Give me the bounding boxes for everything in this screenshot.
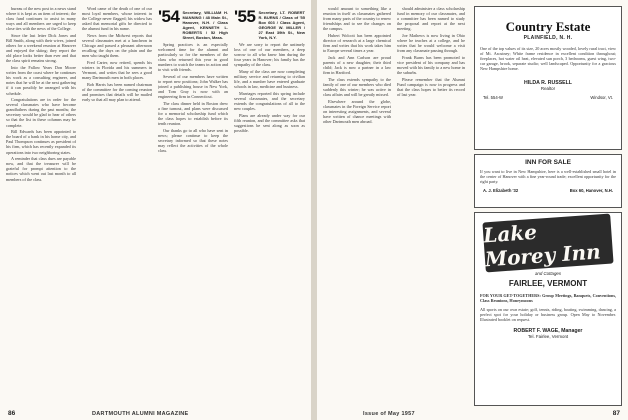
right-column-1	[323, 6, 391, 404]
lake-morey-logo	[482, 214, 613, 273]
paragraph: should administer a class scholarship fund in memory of our classmates, and a committee has been named to study the proposal and report at the next meeting.	[397, 6, 465, 32]
paragraph: Fred Carter, now retired, spends his winters in Florida and his summers in Vermont, and writes that he sees a good many Dartmouth men in both places.	[82, 59, 152, 81]
paragraph: A reminder that class dues are payable now, and that the treasurer will be grateful for prompt attention to the notices which went out last month to all members of the class.	[6, 156, 76, 182]
lake-morey-inn-ad	[474, 212, 622, 406]
ad-city: Windsor, Vt.	[590, 95, 613, 101]
class-officers: Secretary, LT. ROBERT R. BURNS / Class of '55 Box 603 / Class Agent, GEORGE W. MILLER / 27 East 39th St., New York, N.Y.	[258, 10, 305, 40]
class-header-54	[158, 9, 228, 40]
ad-subtitle: and Cottages	[534, 271, 562, 276]
ad-contact-name: A. J. Elizabeth '32	[483, 188, 519, 194]
ad-tagline: FOR YOUR GET-TOGETHERS: Group Meetings, Banquets, Conventions, Class Reunions, Honeymoons	[480, 293, 616, 304]
paragraph: Since the last letter Dick Jones and Bill Smith, along with their wives, joined others for a weekend reunion at Hanover and enjoyed the skiing; they report the old place looks better than ever and that the class spirit remains strong.	[6, 32, 76, 64]
paragraph: Bill Edwards has been appointed to the board of a bank in his home city, and Paul Thompson continues as president of his firm, which has recently expanded its operations into two neighboring states.	[6, 129, 76, 155]
paragraph: bureau of the new post in a news stand where it is kept as an item of interest; the class fund continues to assist in many ways and all members are urged to keep close ties with the news of the College.	[6, 6, 76, 32]
paragraph: Word came of the death of one of our most loyal members, whose interest in the College never flagged; his widow has asked that memorial gifts be directed to the alumni fund in his name.	[82, 6, 152, 32]
ad-manager: ROBERT F. WAGE, Manager	[513, 328, 583, 335]
paragraph: Please remember that the Alumni Fund campaign is now in progress and that the class hopes to better its record of last year.	[397, 76, 465, 97]
class-officers: Secretary, WILLIAM H. MANNING / 48 Main St., Hanover, N.H. / Class Agent, KENNETH L. ROBERTS / 52 High Street, Boston, Mass.	[182, 10, 228, 40]
ad-contact-row	[475, 95, 621, 100]
left-column-3	[158, 6, 228, 404]
ad-body: One of the top values of its size, 20 acres mostly wooded, lovely rural tract, view of Mt. Ascutney; White frame residence in excellent condition throughout; fireplaces, hot water oil heat, elevated sun porch, 3 bedrooms, guest wing, two-car garage, brook, separate studio; well landscaped. Opportunity for a gracious New Hampshire home.	[480, 46, 616, 72]
ad-title: Country Estate	[505, 19, 591, 34]
magazine-footer: DARTMOUTH ALUMNI MAGAZINE	[92, 411, 189, 417]
ad-telephone: Tel. Fairlee, Vermont	[527, 334, 569, 340]
paragraph: Our thanks go to all who have sent in news; please continue to keep the secretary informed so that these notes may reflect the activities of the whole class.	[158, 128, 228, 154]
page-number: 86	[8, 410, 16, 417]
issue-footer: Issue of May 1957	[363, 411, 415, 417]
agent-title: Realtor	[540, 86, 556, 92]
left-column-2	[82, 6, 152, 404]
ad-telephone: Tel. 554-W	[483, 95, 504, 101]
paragraph: The class dinner held in Boston drew a fine turnout, and plans were discussed for a memorial scholarship fund which the class hopes to establish before its tenth reunion.	[158, 101, 228, 127]
ad-location: PLAINFIELD, N. H.	[523, 35, 573, 41]
left-column-1	[6, 6, 76, 404]
agent-name: HILDA R. RUSSELL	[524, 80, 572, 87]
paragraph: We are sorry to report the untimely loss of one of our members, a deep sorrow to all who knew him during the four years in Hanover; his family has the sympathy of the class.	[234, 42, 305, 68]
paragraph: Frank Burns has been promoted to vice president of his company and has moved with his family to a new home in the suburbs.	[397, 54, 465, 76]
class-header-55	[234, 9, 305, 40]
ad-place: FAIRLEE, VERMONT	[508, 279, 588, 288]
paragraph: Marriages reported this spring include several classmates, and the secretary extends the congratulations of all to the new couples.	[234, 90, 305, 112]
paragraph: Several of our members have written to report new positions; John Walker has joined a publishing house in New York, and Tom Gray is now with an engineering firm in Connecticut.	[158, 74, 228, 100]
right-column-2	[397, 6, 465, 404]
paragraph: Plans are already under way for our fifth reunion, and the committee asks that suggestions be sent along as soon as possible.	[234, 112, 305, 133]
paragraph: Spring practices is an especially welcomed time for the alumni and particularly so for the members of the class who returned this year in good numbers to watch the teams in action and to visit with friends.	[158, 42, 228, 73]
ad-title: INN FOR SALE	[525, 159, 571, 166]
ad-contact-row	[475, 188, 621, 193]
class-year: '55	[234, 7, 256, 26]
ad-body: All sports on our own estate; golf, tennis, riding, boating, swimming, dancing, a perfect spot for your holiday or business group. Open May to November. Illustrated booklet on request.	[480, 307, 616, 323]
ad-body: If you want to live in New Hampshire, here is a well-established small hotel in the center of Hanover with a fine year-round trade; excellent opportunity for the right party.	[480, 169, 616, 185]
paragraph: Congratulations are in order for the several classmates who have become grandfathers during the past months; the secretary would be glad to hear of others so that the list in these columns may be complete.	[6, 97, 76, 128]
paragraph: Many of the class are now completing military service and returning to civilian life, and a number have entered graduate schools in law, medicine and business.	[234, 68, 305, 90]
class-year: '54	[158, 7, 180, 26]
paragraph: Jack and Ann Carlson are proud parents of a new daughter, their third child; Jack is now a partner in a law firm in Hartford.	[323, 54, 391, 76]
page-number: 87	[612, 410, 620, 417]
inn-for-sale-ad	[474, 154, 622, 208]
paragraph: Hubert Wolcott has been appointed director of research at a large chemical firm and writes that his work takes him to Europe several times a year.	[323, 32, 391, 54]
left-column-4	[234, 6, 305, 404]
paragraph: The class extends sympathy to the family of one of our members who died suddenly this winter; he was active in class affairs and will be greatly missed.	[323, 76, 391, 97]
paragraph: would amount to something like a reunion in itself as classmates gathered from many parts of the country to renew friendships and to see the changes on the campus.	[323, 6, 391, 32]
paragraph: News from the Midwest reports that several classmates met at a luncheon in Chicago and passed a pleasant afternoon recalling the days on the plain and the men who taught them.	[82, 32, 152, 59]
left-page	[0, 0, 311, 420]
right-page	[317, 0, 628, 420]
paragraph: Into the Fallow Years Don Moore writes from the coast where he continues his work as a consulting engineer, and notes that he will be at the next gathering if it can possibly be arranged with his schedule.	[6, 65, 76, 96]
paragraph: Bob Harris has been named chairman of the committee for the coming reunion and promises that details will be mailed early so that all may plan to attend.	[82, 81, 152, 103]
logo-text: Lake Morey Inn	[482, 219, 602, 272]
country-estate-ad	[474, 6, 622, 150]
paragraph: Elsewhere around the globe, classmates in the Foreign Service report on interesting assignments, and several have written of chance meetings with other Dartmouth men abroad.	[323, 98, 391, 124]
paragraph: Joe Mathews is now living in Ohio where he teaches at a college, and he writes that he would welcome a visit from any classmate passing through.	[397, 32, 465, 54]
ad-contact-address: Box 60, Hanover, N.H.	[569, 188, 613, 194]
